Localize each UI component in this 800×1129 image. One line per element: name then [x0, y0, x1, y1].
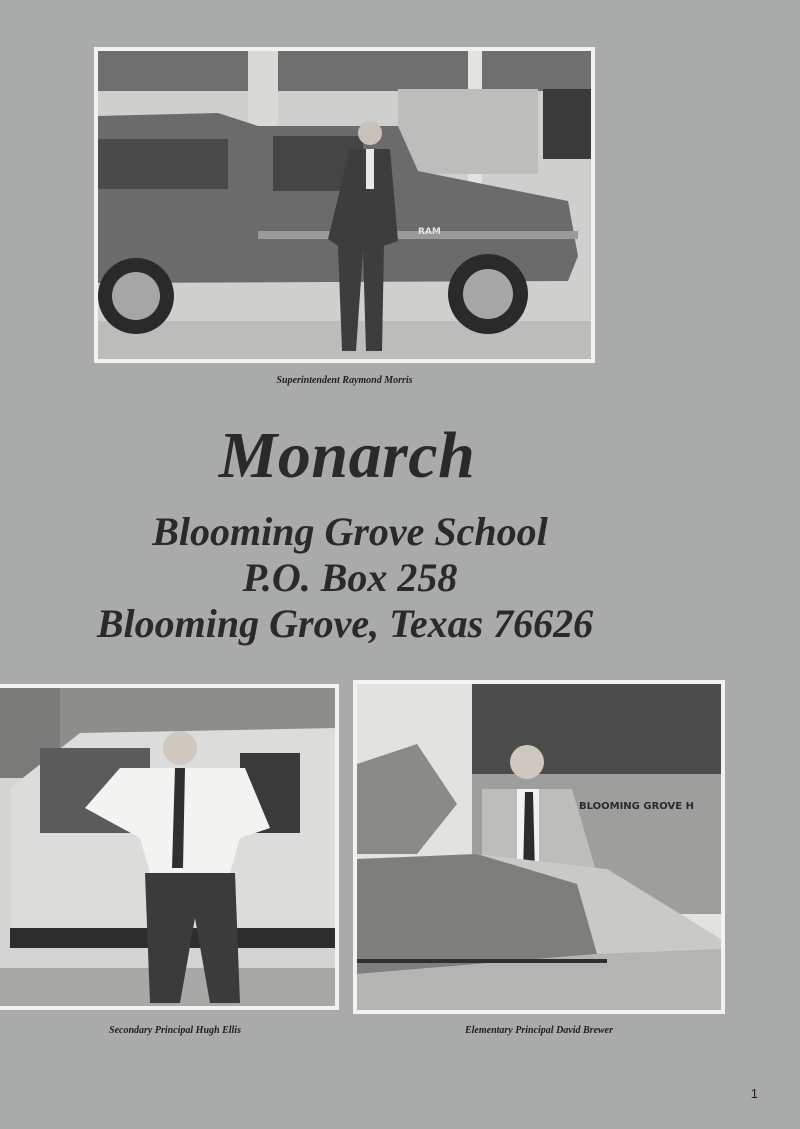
secondary-principal-caption: Secondary Principal Hugh Ellis	[109, 1025, 241, 1036]
po-box: P.O. Box 258	[242, 555, 458, 600]
superintendent-truck-image	[98, 51, 591, 359]
building-sign: BLOOMING GROVE H	[579, 801, 694, 812]
truck-badge: RAM	[418, 227, 441, 237]
secondary-principal-image	[0, 688, 335, 1006]
page-number: 1	[750, 1086, 758, 1101]
photo-elementary-principal	[353, 680, 725, 1014]
photo-superintendent	[94, 47, 595, 363]
photo-secondary-principal	[0, 684, 339, 1010]
yearbook-title: Monarch	[218, 419, 476, 492]
superintendent-caption: Superintendent Raymond Morris	[276, 375, 413, 386]
city-state-zip: Blooming Grove, Texas 76626	[96, 601, 594, 646]
elementary-principal-caption: Elementary Principal David Brewer	[464, 1025, 614, 1036]
school-name: Blooming Grove School	[152, 509, 548, 554]
elementary-principal-image	[357, 684, 721, 1010]
